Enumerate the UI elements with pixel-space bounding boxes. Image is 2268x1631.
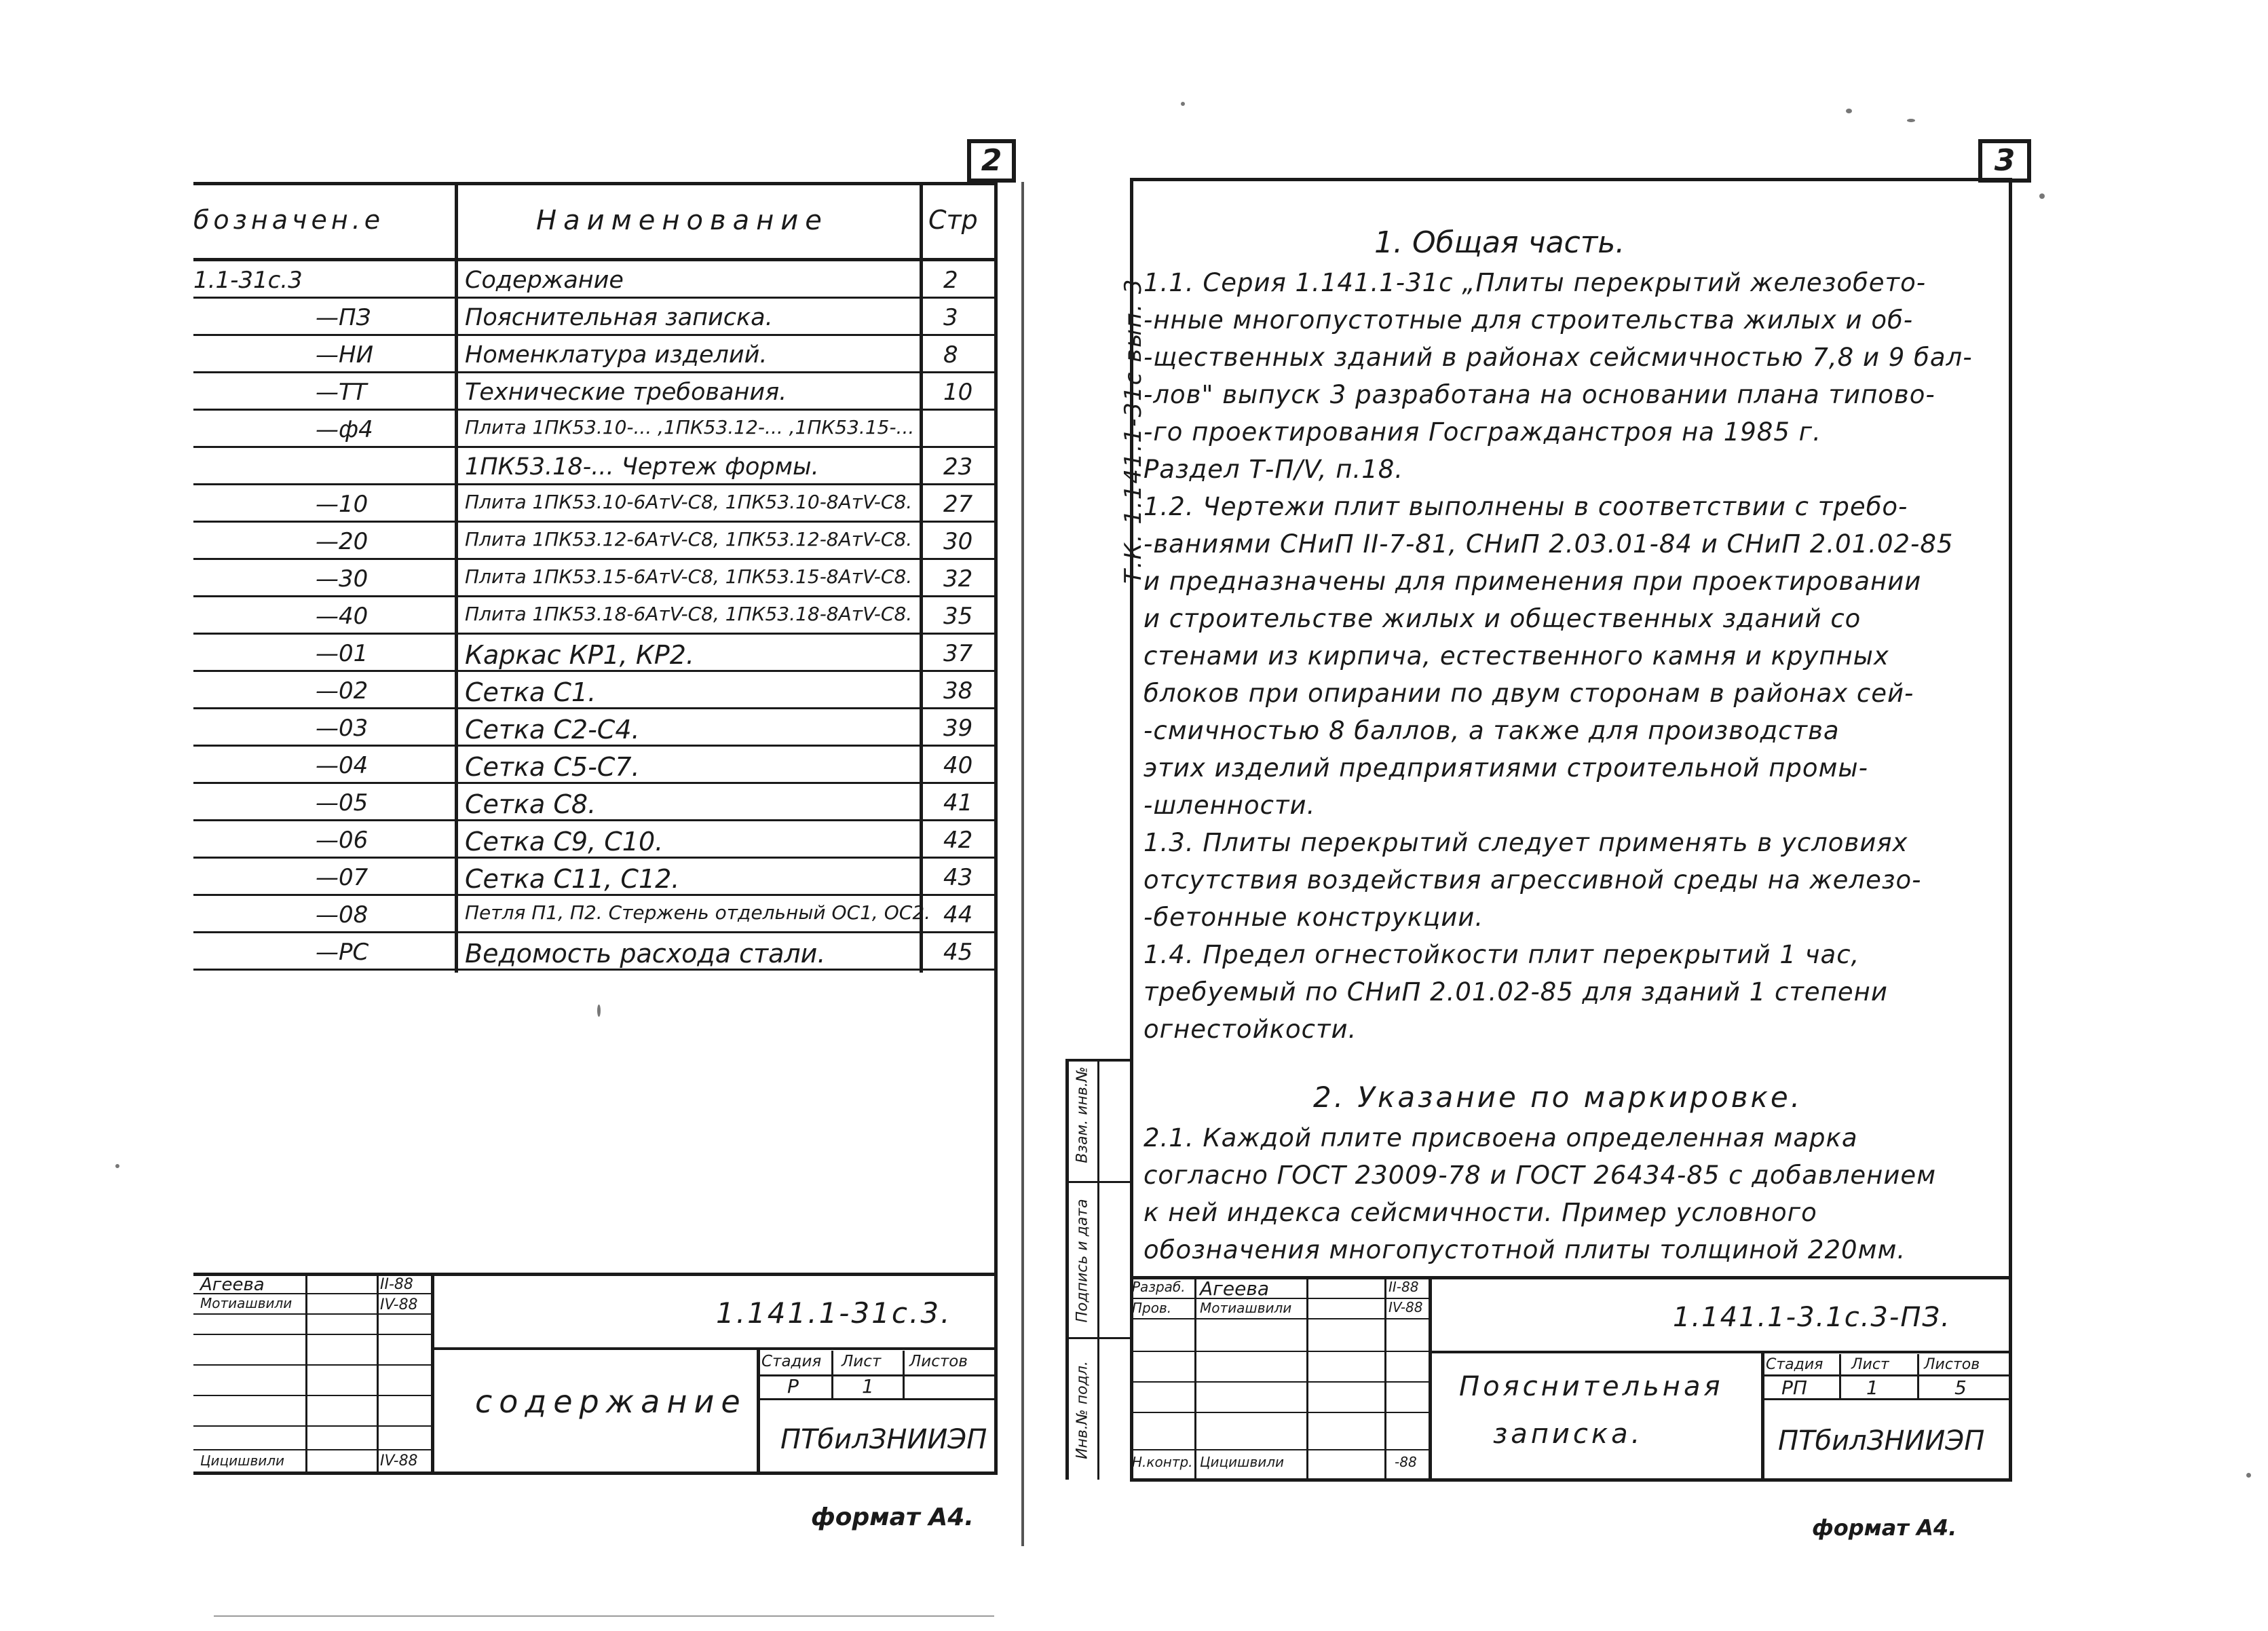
toc-name: Сетка С2-С4. <box>465 715 640 745</box>
toc-page: 45 <box>943 939 973 966</box>
toc-page: 27 <box>943 491 973 518</box>
right-stamp-org: ПТбилЗНИИЭП <box>1778 1425 1985 1457</box>
right-stamp-date-1: II-88 <box>1388 1279 1419 1295</box>
toc-designation: —01 <box>316 640 368 667</box>
toc-designation: 1.1-31с.3 <box>193 267 303 294</box>
toc-designation: —08 <box>316 901 368 929</box>
right-stamp-sheets-label: Листов <box>1924 1356 1980 1373</box>
toc-page: 10 <box>943 379 973 406</box>
header-name: Наименование <box>536 205 829 236</box>
table-top-border <box>193 182 994 185</box>
section-2-title: 2. Указание по маркировке. <box>1313 1081 1803 1114</box>
toc-name: Сетка С1. <box>465 677 597 707</box>
left-stamp-sheet-label: Лист <box>842 1353 882 1370</box>
stamp-code-divider <box>757 1347 760 1471</box>
left-stamp-doc-code: 1.141.1-31с.3. <box>716 1296 952 1330</box>
strip-label-3: Инв.№ подл. <box>1074 1361 1091 1459</box>
toc-designation: —НИ <box>316 341 373 369</box>
section-1-title: 1. Общая часть. <box>1374 225 1625 260</box>
toc-designation: —ф4 <box>316 416 373 443</box>
toc-designation: —06 <box>316 827 368 854</box>
stamp-vertical <box>431 1273 434 1473</box>
body-text-line: огнестойкости. <box>1144 1015 1357 1044</box>
right-stamp-sheets: 5 <box>1954 1376 1967 1399</box>
toc-row <box>193 560 994 597</box>
left-stamp-stage: Р <box>787 1375 799 1398</box>
left-format-label: формат А4. <box>811 1503 974 1531</box>
toc-page: 38 <box>943 677 973 705</box>
header-designation: бозначен.е <box>193 205 385 235</box>
stamp-stage-col-2 <box>903 1351 905 1400</box>
stamp-bottom-border <box>193 1471 998 1475</box>
toc-designation: —03 <box>316 715 368 742</box>
right-stamp-code-divider <box>1761 1351 1764 1480</box>
toc-name: Технические требования. <box>465 379 787 406</box>
toc-row <box>193 597 994 635</box>
toc-name: Плита 1ПК53.18-6АтV-С8, 1ПК53.18-8АтV-С8. <box>465 603 913 625</box>
toc-row <box>193 448 994 485</box>
toc-row <box>193 299 994 336</box>
toc-row <box>193 709 994 747</box>
right-stamp-date-3: -88 <box>1395 1454 1417 1470</box>
toc-row <box>193 859 994 896</box>
toc-row <box>193 784 994 821</box>
scan-speck <box>1181 102 1185 106</box>
toc-designation: —05 <box>316 789 368 817</box>
right-stamp-role-3: Н.контр. <box>1132 1454 1193 1470</box>
toc-name: Плита 1ПК53.10-6АтV-С8, 1ПК53.10-8АтV-С8. <box>465 491 913 513</box>
right-stamp-name-1: Агеева <box>1200 1277 1269 1300</box>
right-stamp-row-3 <box>1130 1351 1429 1352</box>
left-stamp-date-2: IV-88 <box>380 1296 418 1313</box>
right-stamp-title-1: Пояснительная <box>1459 1371 1724 1402</box>
scan-speck <box>2039 193 2045 199</box>
right-stamp-mid <box>1429 1351 2012 1353</box>
toc-designation: —ПЗ <box>316 304 371 331</box>
scan-speck <box>1846 109 1852 113</box>
toc-designation: —02 <box>316 677 368 705</box>
body-text-line: 1.1. Серия 1.141.1-31с „Плиты перекрытий железобето- <box>1144 268 1927 297</box>
stamp-row-7 <box>193 1449 431 1450</box>
body-text-line: -нные многопустотные для строительства жилых и об- <box>1144 305 1914 335</box>
header-page: Стр <box>928 205 978 235</box>
strip-div-1 <box>1065 1181 1133 1183</box>
left-stamp-date-1: II-88 <box>380 1276 413 1293</box>
body-text-line: отсутствия воздействия агрессивной среды на железо- <box>1144 865 1922 895</box>
toc-row <box>193 821 994 859</box>
stamp-row-3 <box>193 1334 431 1335</box>
body-text-line: 1.4. Предел огнестойкости плит перекрытий 1 час, <box>1144 940 1860 969</box>
right-stamp-role-1: Разраб. <box>1132 1279 1186 1295</box>
toc-row <box>193 747 994 784</box>
stamp-top-border <box>193 1273 998 1276</box>
body-text-line: -бетонные конструкции. <box>1144 903 1484 932</box>
section-2-text-line: согласно ГОСТ 23009-78 и ГОСТ 26434-85 с добавлением <box>1144 1161 1937 1190</box>
toc-designation: —04 <box>316 752 368 779</box>
right-frame-bottom <box>1130 1478 2012 1482</box>
left-stamp-name-2: Мотиашвили <box>200 1295 292 1311</box>
scan-speck <box>115 1164 119 1168</box>
toc-name: Петля П1, П2. Стержень отдельный ОС1, ОС2. <box>465 901 931 924</box>
toc-name: Каркас КР1, КР2. <box>465 640 694 670</box>
toc-page: 40 <box>943 752 973 779</box>
body-text-line: блоков при опирании по двум сторонам в районах сей- <box>1144 679 1914 708</box>
right-stamp-vertical <box>1429 1276 1432 1480</box>
toc-designation: —40 <box>316 603 368 630</box>
section-2-text-line: к ней индекса сейсмичности. Пример условного <box>1144 1198 1817 1227</box>
toc-designation: —ТТ <box>316 379 367 406</box>
right-page-number: 3 <box>1978 139 2031 183</box>
toc-name: Плита 1ПК53.10-... ,1ПК53.12-... ,1ПК53.15-... <box>465 416 915 438</box>
stamp-col-b <box>377 1273 379 1473</box>
toc-row <box>193 523 994 560</box>
toc-page: 41 <box>943 789 973 817</box>
right-stamp-stage-col-2 <box>1917 1354 1919 1400</box>
body-text-line: этих изделий предприятиями строительной промы- <box>1144 753 1868 783</box>
right-side-label: Т.К. 1.141.1-31с вып. 3 <box>1120 278 1147 584</box>
toc-row <box>193 672 994 709</box>
right-stamp-name-3: Цицишвили <box>1200 1454 1285 1470</box>
right-stamp-row-6 <box>1130 1449 1429 1450</box>
toc-page: 2 <box>943 267 958 294</box>
center-fold-line <box>1021 182 1024 1546</box>
body-text-line: требуемый по СНиП 2.01.02-85 для зданий 1 степени <box>1144 977 1888 1007</box>
left-stamp-name-3: Цицишвили <box>200 1452 285 1469</box>
toc-row <box>193 933 994 971</box>
right-stamp-stage-label: Стадия <box>1766 1356 1823 1373</box>
right-stamp-date-2: IV-88 <box>1388 1299 1423 1315</box>
right-frame-right <box>2009 178 2012 1481</box>
toc-name: Сетка С9, С10. <box>465 827 664 857</box>
strip-div-2 <box>1065 1337 1133 1339</box>
toc-name: Пояснительная записка. <box>465 304 773 331</box>
body-text-line: -смичностью 8 баллов, а также для производства <box>1144 716 1840 745</box>
stamp-stage-col-1 <box>831 1351 833 1400</box>
toc-row <box>193 373 994 411</box>
strip-label-2: Подпись и дата <box>1074 1199 1091 1323</box>
toc-page: 39 <box>943 715 973 742</box>
toc-page: 8 <box>943 341 958 369</box>
toc-page: 30 <box>943 528 973 555</box>
strip-inner-line <box>1097 1059 1099 1480</box>
left-page-number: 2 <box>967 139 1016 183</box>
body-text-line: и предназначены для применения при проектировании <box>1144 567 1922 596</box>
toc-page: 32 <box>943 565 973 593</box>
left-stamp-name-1: Агеева <box>200 1275 265 1295</box>
right-format-label: формат А4. <box>1812 1515 1957 1541</box>
toc-row <box>193 261 994 299</box>
toc-row <box>193 411 994 448</box>
toc-name: Сетка С11, С12. <box>465 864 680 894</box>
right-stamp-row-4 <box>1130 1381 1429 1383</box>
right-stamp-doc-code: 1.141.1-3.1с.3-ПЗ. <box>1673 1302 1951 1333</box>
toc-designation: —РС <box>316 939 369 966</box>
stamp-row-5 <box>193 1395 431 1396</box>
right-stamp-row-2 <box>1130 1318 1429 1319</box>
toc-page: 35 <box>943 603 973 630</box>
toc-page: 3 <box>943 304 958 331</box>
strip-top <box>1065 1059 1133 1062</box>
left-stamp-org: ПТбилЗНИИЭП <box>780 1424 987 1455</box>
toc-name: Содержание <box>465 267 624 294</box>
section-2-text-line: обозначения многопустотной плиты толщиной 220мм. <box>1144 1235 1906 1264</box>
toc-designation: —20 <box>316 528 368 555</box>
left-stamp-sheets-label: Листов <box>909 1353 968 1370</box>
toc-designation: —30 <box>316 565 368 593</box>
right-stamp-sheet: 1 <box>1866 1376 1878 1399</box>
stamp-stage-row-2 <box>757 1398 998 1400</box>
toc-page: 37 <box>943 640 973 667</box>
body-text-line: 1.3. Плиты перекрытий следует применять в условиях <box>1144 828 1908 857</box>
toc-name: Плита 1ПК53.15-6АтV-С8, 1ПК53.15-8АтV-С8. <box>465 565 913 588</box>
body-text-line: 1.2. Чертежи плит выполнены в соответствии с требо- <box>1144 492 1908 521</box>
toc-page: 44 <box>943 901 973 929</box>
body-text-line: -щественных зданий в районах сейсмичностью 7,8 и 9 бал- <box>1144 343 1973 372</box>
stamp-row-4 <box>193 1364 431 1366</box>
bottom-scan-line <box>214 1615 994 1617</box>
body-text-line: стенами из кирпича, естественного камня и крупных <box>1144 641 1889 671</box>
right-stamp-title-2: записка. <box>1493 1419 1644 1450</box>
right-stamp-sheet-label: Лист <box>1851 1356 1889 1373</box>
toc-row <box>193 896 994 933</box>
toc-name: 1ПК53.18-... Чертеж формы. <box>465 453 819 481</box>
toc-name: Сетка С8. <box>465 789 597 819</box>
toc-name: Номенклатура изделий. <box>465 341 768 369</box>
body-text-line: -го проектирования Госгражданстроя на 1985 г. <box>1144 417 1821 447</box>
strip-outer-line <box>1065 1059 1069 1480</box>
body-text-line: Раздел Т-П/V, п.18. <box>1144 455 1404 484</box>
right-stamp-stage: РП <box>1781 1376 1807 1399</box>
right-stamp-stage-col-1 <box>1839 1354 1841 1400</box>
strip-label-1: Взам. инв.№ <box>1074 1066 1091 1163</box>
toc-row <box>193 336 994 373</box>
toc-name: Плита 1ПК53.12-6АтV-С8, 1ПК53.12-8АтV-С8. <box>465 528 913 550</box>
stamp-col-a <box>305 1273 307 1473</box>
body-text-line: -шленности. <box>1144 791 1316 820</box>
scan-speck <box>597 1005 601 1017</box>
toc-page: 23 <box>943 453 973 481</box>
right-stamp-row-5 <box>1130 1412 1429 1413</box>
stamp-row-2 <box>193 1313 431 1315</box>
toc-designation: —07 <box>316 864 368 891</box>
stamp-row-6 <box>193 1425 431 1427</box>
left-page-right-border <box>994 182 998 1471</box>
toc-name: Ведомость расхода стали. <box>465 939 826 969</box>
body-text-line: и строительстве жилых и общественных зданий со <box>1144 604 1861 633</box>
stamp-mid <box>431 1347 998 1350</box>
body-text-line: -лов" выпуск 3 разработана на основании плана типово- <box>1144 380 1935 409</box>
toc-designation: —10 <box>316 491 368 518</box>
right-frame-top <box>1130 178 2012 181</box>
body-text-line: -ваниями СНиП II-7-81, СНиП 2.03.01-84 и СНиП 2.01.02-85 <box>1144 529 1954 559</box>
right-stamp-role-2: Пров. <box>1132 1300 1172 1316</box>
scan-speck <box>1907 119 1915 122</box>
toc-row-line <box>193 969 994 971</box>
scan-speck <box>2246 1473 2251 1478</box>
left-stamp-stage-label: Стадия <box>761 1353 822 1370</box>
left-stamp-date-3: IV-88 <box>380 1452 418 1469</box>
toc-page: 42 <box>943 827 973 854</box>
right-stamp-row-1 <box>1130 1298 1429 1299</box>
toc-row <box>193 635 994 672</box>
section-2-text-line: 2.1. Каждой плите присвоена определенная марка <box>1144 1123 1858 1152</box>
toc-row <box>193 485 994 523</box>
left-stamp-title: содержание <box>475 1383 747 1420</box>
right-stamp-name-2: Мотиашвили <box>1200 1300 1292 1316</box>
toc-page: 43 <box>943 864 973 891</box>
toc-name: Сетка С5-С7. <box>465 752 640 782</box>
left-stamp-sheet: 1 <box>862 1375 874 1398</box>
